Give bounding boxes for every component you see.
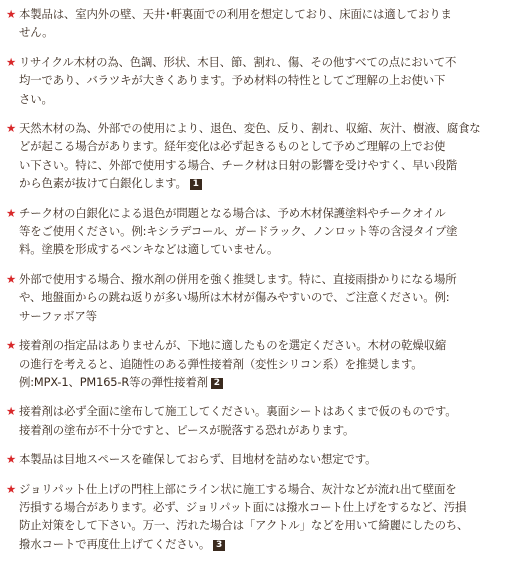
note-text-line: どが起こる場合があります。経年変化は必ず起きるものとして予めご理解の上でお使 bbox=[19, 139, 446, 154]
note-text-line: 天然木材の為、外部での使用により、退色、変色、反り、割れ、収縮、灰汁、樹液、腐食な bbox=[19, 121, 481, 136]
note-item bbox=[6, 204, 498, 259]
note-text-line: から色素が抜けて白銀化します。 1 bbox=[19, 174, 498, 192]
note-item bbox=[6, 119, 498, 193]
note-text-line: 接着剤の塗布が不十分ですと、ピースが脱落する恐れがあります。 bbox=[19, 422, 355, 437]
note-item bbox=[6, 480, 498, 554]
star-bullet-icon: ★ bbox=[6, 121, 17, 136]
note-item bbox=[6, 402, 498, 439]
note-text-line: の進行を考えると、追随性のある弾性接着剤（変性シリコン系）を推奨します。 bbox=[19, 356, 423, 371]
star-bullet-icon: ★ bbox=[6, 452, 17, 467]
star-bullet-icon: ★ bbox=[6, 271, 17, 286]
note-text-line: 汚損する場合があります。必ず、ジョリパット面には撥水コート仕上げをするなど、汚損 bbox=[19, 499, 467, 514]
note-text-line: い下さい。特に、外部で使用する場合、チーク材は日射の影響を受けやすく、早い段階 bbox=[19, 157, 458, 172]
note-text-line: せん。 bbox=[19, 25, 54, 40]
note-item bbox=[6, 5, 498, 42]
note-text-line: サーファボア等 bbox=[19, 308, 97, 323]
note-text-line: 本製品は、室内外の壁、天井･軒裏面での利用を想定しており、床面には適しておりま bbox=[19, 7, 452, 21]
note-text-line: 均一であり、バラツキが大きくあります。予め材料の特性としてご理解の上お使い下 bbox=[19, 73, 446, 88]
note-item bbox=[6, 53, 498, 108]
star-bullet-icon: ★ bbox=[6, 54, 17, 69]
note-text-line: ジョリパット仕上げの門柱上部にライン状に施工する場合、灰汁などが流れ出て壁面を bbox=[19, 481, 457, 496]
reference-number-badge: 3 bbox=[213, 540, 225, 551]
star-bullet-icon: ★ bbox=[6, 481, 17, 496]
note-text-line: 防止対策をして下さい。万一、汚れた場合は「アクトル」などを用いて綺麗にしたのち、 bbox=[19, 518, 469, 533]
note-text-line: 本製品は目地スペースを確保しておらず、目地材を詰めない想定です。 bbox=[19, 452, 377, 467]
note-text-line: リサイクル木材の為、色調、形状、木目、節、割れ、傷、その他すべての点において不 bbox=[19, 54, 457, 69]
star-bullet-icon: ★ bbox=[6, 338, 17, 353]
note-text-line: 接着剤の指定品はありませんが、下地に適したものを選定ください。木材の乾燥収縮 bbox=[19, 338, 447, 353]
note-item bbox=[6, 450, 498, 468]
note-text-line: や、地盤面からの跳ね返りが多い場所は木材が傷みやすいので、ご注意ください。例: bbox=[19, 290, 450, 305]
note-text-line: 撥水コートで再度仕上げてください。 3 bbox=[19, 535, 498, 553]
note-text-line: 例:MPX-1、PM165-R等の弾性接着剤 2 bbox=[19, 373, 498, 391]
note-text-line: さい。 bbox=[19, 91, 53, 106]
note-text-line: 等をご使用ください。例:キシラデコール、ガードラック、ノンロット等の含浸タイプ塗 bbox=[19, 224, 458, 239]
reference-number-badge: 2 bbox=[211, 378, 223, 389]
note-item bbox=[6, 270, 498, 325]
note-text-line: チーク材の白銀化による退色が問題となる場合は、予め木材保護塗料やチークオイル bbox=[19, 205, 446, 220]
reference-number-badge: 1 bbox=[190, 179, 202, 190]
note-text-line: 外部で使用する場合、撥水剤の併用を強く推奨します。特に、直接雨掛かりになる場所 bbox=[19, 271, 457, 286]
note-text-line: 接着剤は必ず全面に塗布して施工してください。裏面シートはあくまで仮のものです。 bbox=[19, 404, 457, 419]
star-bullet-icon: ★ bbox=[6, 205, 17, 220]
star-bullet-icon: ★ bbox=[6, 7, 17, 21]
note-text-line: 料。塗膜を形成するペンキなどは適していません。 bbox=[19, 242, 279, 257]
star-bullet-icon: ★ bbox=[6, 404, 17, 419]
note-item bbox=[6, 336, 498, 391]
